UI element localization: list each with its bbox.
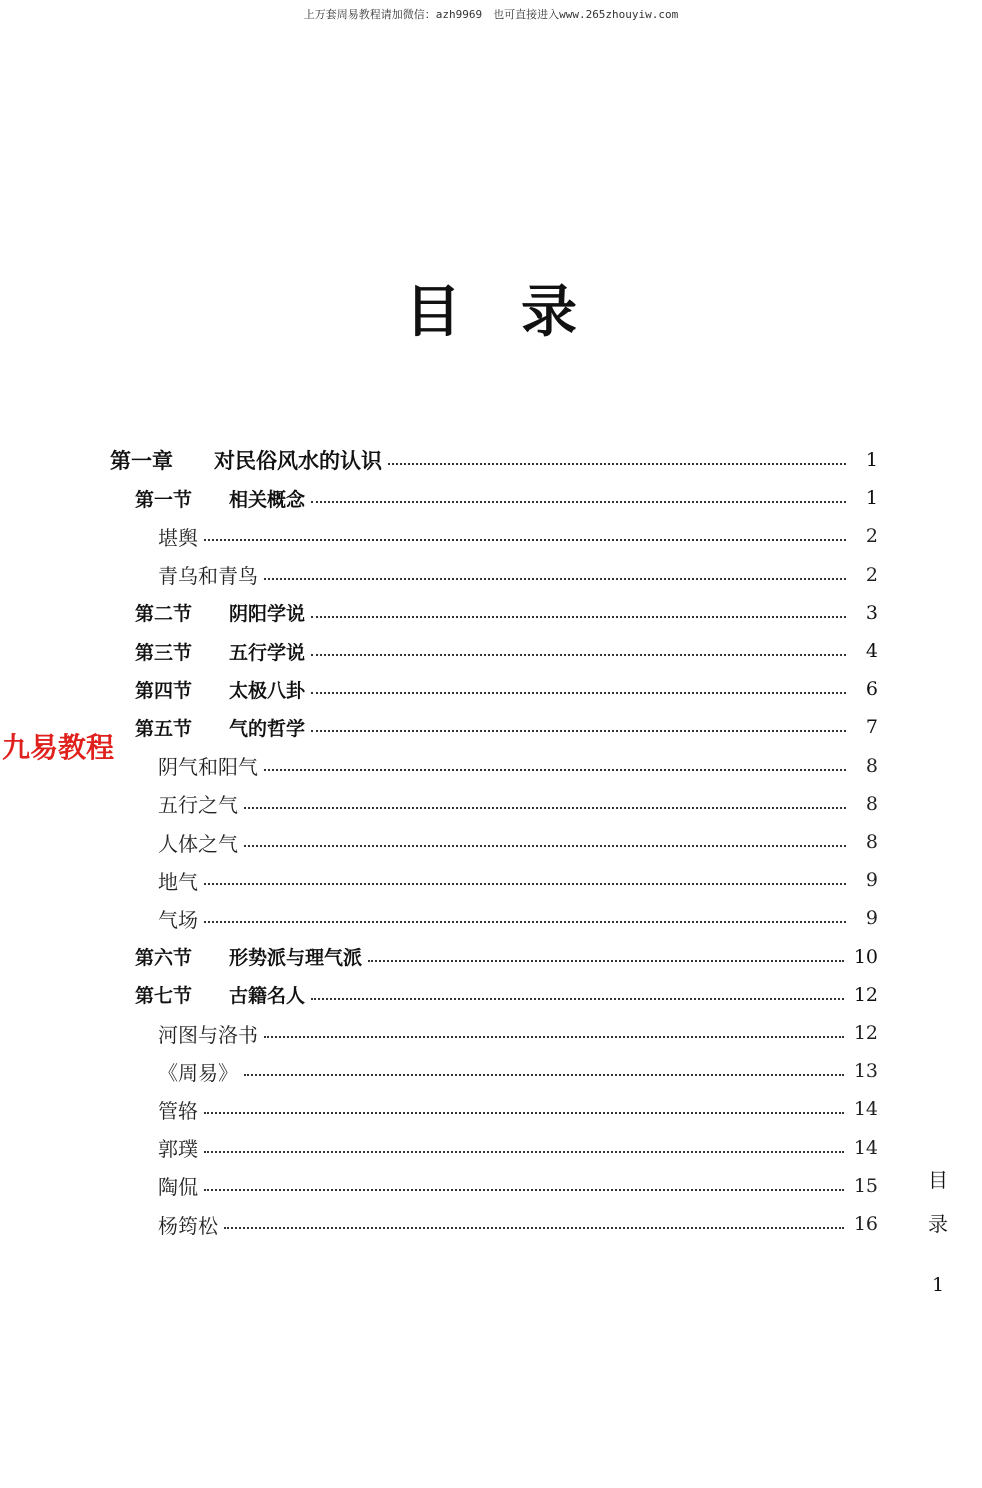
toc-entry-page: 1 bbox=[865, 449, 878, 471]
toc-entry-title: 青乌和青鸟 bbox=[158, 564, 258, 589]
toc-entry-title: 杨筠松 bbox=[158, 1213, 218, 1238]
toc-entry-item[interactable] bbox=[158, 1056, 878, 1086]
toc-entry-page: 8 bbox=[865, 792, 878, 815]
header-note: 上万套周易教程请加微信：azh9969 也可直接进入www.265zhouyiw.com bbox=[303, 8, 679, 21]
dot-leader bbox=[204, 883, 846, 885]
toc-entry-page: 8 bbox=[865, 831, 878, 853]
page-title: 目录 bbox=[405, 280, 637, 345]
toc-entry-item[interactable] bbox=[158, 1171, 878, 1201]
toc-entry-number: 第四节 bbox=[135, 679, 193, 702]
watermark-logo: 九易教程 bbox=[2, 731, 115, 764]
toc-entry-page: 7 bbox=[865, 716, 878, 739]
toc-entry-page: 8 bbox=[865, 754, 878, 777]
toc-entry-section[interactable] bbox=[135, 598, 878, 628]
toc-entry-number: 第二节 bbox=[135, 603, 193, 626]
toc-entry-page: 12 bbox=[853, 1022, 878, 1044]
toc-entry-title: 人体之气 bbox=[158, 831, 238, 856]
toc-entry-section[interactable] bbox=[135, 712, 878, 742]
toc-entry-number: 第一节 bbox=[135, 488, 193, 511]
toc-entry-page: 4 bbox=[865, 640, 878, 662]
toc-entry-title: 五行学说 bbox=[229, 641, 306, 664]
toc-entry-page: 9 bbox=[865, 869, 878, 892]
toc-entry-title: 陶侃 bbox=[158, 1175, 198, 1200]
toc-entry-item[interactable] bbox=[158, 827, 878, 857]
toc-entry-item[interactable] bbox=[158, 1018, 878, 1048]
toc-entry-item[interactable] bbox=[158, 865, 878, 895]
toc-entry-item[interactable] bbox=[158, 789, 878, 819]
toc-entry-title: 地气 bbox=[158, 869, 198, 894]
toc-entry-title: 郭璞 bbox=[158, 1137, 198, 1162]
toc-entry-title: 《周易》 bbox=[158, 1060, 238, 1085]
toc-entry-page: 14 bbox=[853, 1098, 878, 1121]
toc-entry-item[interactable] bbox=[158, 521, 878, 551]
dot-leader bbox=[311, 654, 846, 656]
toc-entry-page: 15 bbox=[853, 1174, 878, 1197]
toc-entry-number: 第六节 bbox=[135, 947, 193, 970]
toc-entry-page: 13 bbox=[853, 1060, 878, 1083]
toc-entry-page: 2 bbox=[865, 563, 878, 586]
dot-leader bbox=[224, 1227, 844, 1229]
toc-entry-section[interactable] bbox=[135, 942, 878, 972]
toc-entry-page: 2 bbox=[865, 525, 878, 548]
side-label-lu: 录 bbox=[928, 1212, 948, 1236]
toc-entry-number: 第五节 bbox=[135, 717, 193, 740]
toc-entry-chapter[interactable] bbox=[110, 445, 878, 475]
toc-entry-item[interactable] bbox=[158, 560, 878, 590]
toc-entry-number: 第一章 bbox=[110, 449, 173, 473]
dot-leader bbox=[204, 1189, 844, 1191]
toc-entry-item[interactable] bbox=[158, 751, 878, 781]
toc-entry-item[interactable] bbox=[158, 1209, 878, 1239]
toc-entry-section[interactable] bbox=[135, 980, 878, 1010]
toc-entry-title: 五行之气 bbox=[158, 793, 238, 818]
dot-leader bbox=[368, 960, 844, 962]
page-number: 1 bbox=[932, 1274, 945, 1296]
toc-entry-page: 9 bbox=[865, 907, 878, 930]
toc-entry-number: 第七节 bbox=[135, 985, 193, 1008]
toc-entry-section[interactable] bbox=[135, 636, 878, 666]
toc-entry-title: 堪舆 bbox=[158, 525, 198, 550]
toc-entry-page: 3 bbox=[865, 601, 878, 624]
toc-entry-page: 10 bbox=[853, 945, 878, 968]
dot-leader bbox=[204, 921, 846, 923]
toc-entry-page: 1 bbox=[865, 487, 878, 510]
toc-entry-page: 14 bbox=[853, 1136, 878, 1159]
side-label-mu: 目 bbox=[928, 1168, 948, 1192]
dot-leader bbox=[204, 1151, 844, 1153]
toc-entry-item[interactable] bbox=[158, 903, 878, 933]
dot-leader bbox=[264, 769, 846, 771]
dot-leader bbox=[244, 1074, 844, 1076]
toc-entry-number: 第三节 bbox=[135, 641, 193, 664]
dot-leader bbox=[204, 539, 846, 541]
dot-leader bbox=[264, 578, 846, 580]
dot-leader bbox=[311, 616, 846, 618]
toc-entry-page: 12 bbox=[853, 983, 878, 1006]
toc-entry-title: 气场 bbox=[158, 907, 198, 932]
dot-leader bbox=[388, 463, 846, 465]
toc-entry-title: 相关概念 bbox=[229, 488, 306, 511]
toc-entry-title: 气的哲学 bbox=[229, 717, 306, 740]
toc-entry-section[interactable] bbox=[135, 483, 878, 513]
dot-leader bbox=[204, 1112, 844, 1114]
dot-leader bbox=[244, 845, 846, 847]
toc-entry-page: 16 bbox=[853, 1213, 878, 1235]
dot-leader bbox=[244, 807, 846, 809]
toc-entry-title: 形势派与理气派 bbox=[229, 947, 363, 970]
toc-entry-section[interactable] bbox=[135, 674, 878, 704]
toc-entry-title: 古籍名人 bbox=[229, 985, 306, 1008]
dot-leader bbox=[264, 1036, 844, 1038]
toc-entry-item[interactable] bbox=[158, 1094, 878, 1124]
dot-leader bbox=[311, 730, 846, 732]
toc-entry-title: 阴气和阳气 bbox=[158, 755, 258, 780]
toc-entry-page: 6 bbox=[865, 678, 878, 701]
dot-leader bbox=[311, 501, 846, 503]
toc-entry-title: 阴阳学说 bbox=[229, 603, 306, 626]
toc-entry-title: 太极八卦 bbox=[229, 679, 306, 702]
dot-leader bbox=[311, 692, 846, 694]
toc-entry-item[interactable] bbox=[158, 1133, 878, 1163]
toc-entry-title: 河图与洛书 bbox=[158, 1022, 258, 1047]
toc-entry-title: 管辂 bbox=[158, 1098, 198, 1123]
dot-leader bbox=[311, 998, 844, 1000]
toc-entry-title: 对民俗风水的认识 bbox=[214, 449, 382, 473]
